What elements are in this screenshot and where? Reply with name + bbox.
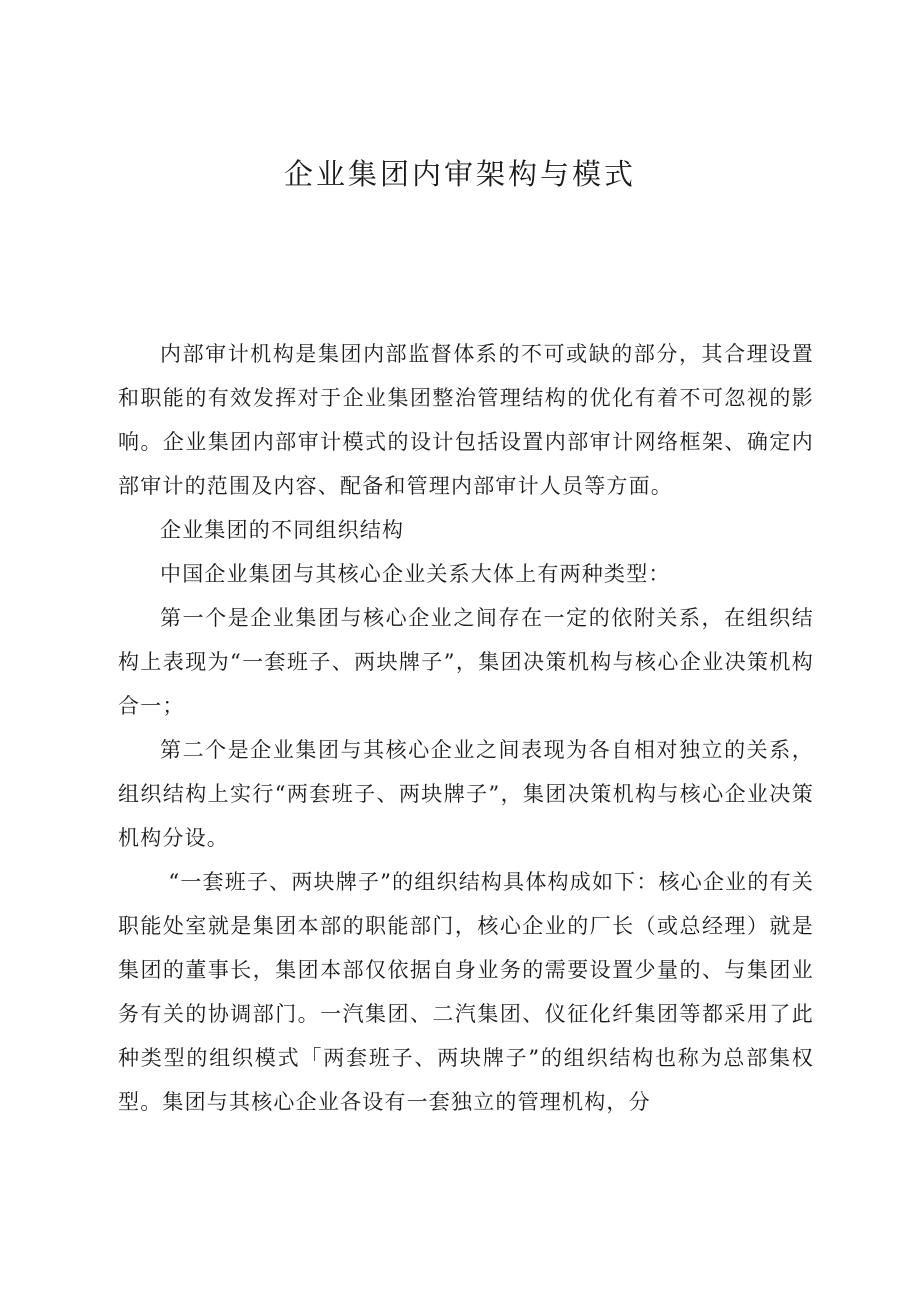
- paragraph-type-two: 第二个是企业集团与其核心企业之间表现为各自相对独立的关系，组织结构上实行“两套班子、两块牌子”，集团决策机构与核心企业决策机构分设。: [118, 738, 814, 850]
- paragraph-types-intro: 中国企业集团与其核心企业关系大体上有两种类型：: [160, 562, 671, 586]
- paragraph-section-heading: 企业集团的不同组织结构: [160, 518, 405, 542]
- document-body: [118, 332, 814, 1124]
- paragraph-structure-detail: “一套班子、两块牌子”的组织结构具体构成如下：核心企业的有关职能处室就是集团本部的职能部门，核心企业的厂长（或总经理）就是集团的董事长，集团本部仅依据自身业务的需要设置少量的、与集团业务有关的协调部门。一汽集团、二汽集团、仪征化纤集团等都采用了此种类型的组织模式「两套班子、两块牌子”的组织结构也称为总部集权型。集团与其核心企业各设有一套独立的管理机构，分: [118, 870, 814, 1114]
- document-title: 企业集团内审架构与模式: [283, 157, 636, 191]
- paragraph-intro: 内部审计机构是集团内部监督体系的不可或缺的部分，其合理设置和职能的有效发挥对于企业集团整治管理结构的优化有着不可忽视的影响。企业集团内部审计模式的设计包括设置内部审计网络框架、确定内部审计的范围及内容、配备和管理内部审计人员等方面。: [118, 342, 814, 498]
- paragraph-type-one: 第一个是企业集团与核心企业之间存在一定的依附关系，在组织结构上表现为“一套班子、两块牌子”，集团决策机构与核心企业决策机构合一；: [118, 606, 814, 718]
